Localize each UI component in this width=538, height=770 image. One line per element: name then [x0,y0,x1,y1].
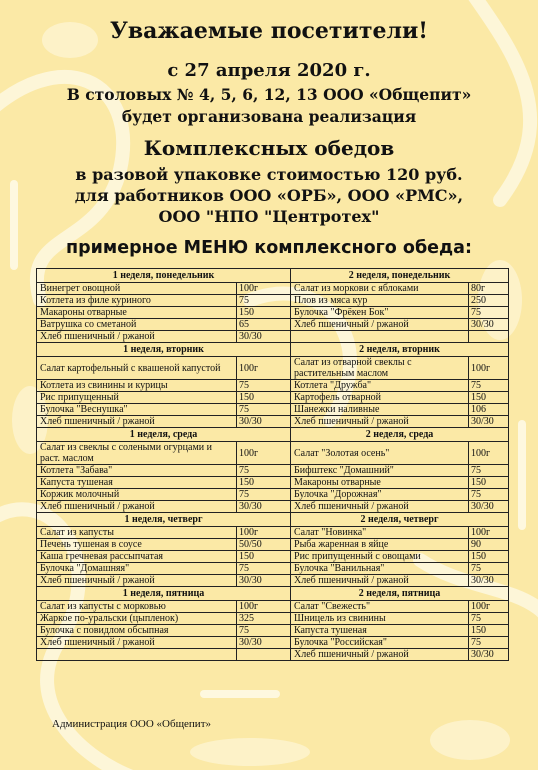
main-title: Комплексных обедов [143,136,395,160]
dish-portion: 75 [469,380,509,392]
dish-name: Винегрет овощной [37,283,237,295]
dish-portion: 325 [237,613,291,625]
dish-portion: 30/30 [469,575,509,587]
greeting-heading: Уважаемые посетители! [110,18,428,44]
day-header-row [37,513,509,527]
dish-name: Салат из свеклы с солеными огурцами и раст. маслом [37,442,237,465]
dish-portion: 80г [469,283,509,295]
dish-portion: 100г [237,357,291,380]
dish-name: Хлеб пшеничный / ржаной [37,575,237,587]
table-row [37,625,509,637]
dish-name: Шницель из свинины [291,613,469,625]
dish-name: Булочка "Дорожная" [291,489,469,501]
footer-signature: Администрация ООО «Общепит» [52,718,212,730]
dish-portion: 75 [237,465,291,477]
week2-day-title: 2 неделя, среда [291,428,509,442]
dish-name: Котлета "Забава" [37,465,237,477]
dish-portion: 100г [237,601,291,613]
dish-portion: 50/50 [237,539,291,551]
dish-name: Рыба жаренная в яйце [291,539,469,551]
dish-portion: 30/30 [237,416,291,428]
dish-portion: 30/30 [237,501,291,513]
table-row [37,380,509,392]
dish-name: Хлеб пшеничный / ржаной [291,501,469,513]
dish-name: Хлеб пшеничный / ржаной [37,416,237,428]
table-row [37,331,509,343]
table-row [37,442,509,465]
table-row [37,489,509,501]
dish-name: Булочка "Веснушка" [37,404,237,416]
dish-name: Салат из капусты [37,527,237,539]
dish-name: Рис припущенный с овощами [291,551,469,563]
dish-name: Салат из отварной свеклы с растительным маслом [291,357,469,380]
dish-portion: 75 [237,295,291,307]
dish-portion: 30/30 [469,416,509,428]
dish-portion: 75 [469,307,509,319]
dish-portion: 100г [237,283,291,295]
week1-day-title: 1 неделя, четверг [37,513,291,527]
dish-portion: 150 [237,551,291,563]
dish-name: Жаркое по-уральски (цыпленок) [37,613,237,625]
dish-name: Коржик молочный [37,489,237,501]
dish-portion: 30/30 [469,649,509,661]
dish-name [37,649,237,661]
dish-name: Булочка "Российская" [291,637,469,649]
dish-name: Хлеб пшеничный / ржаной [291,319,469,331]
dish-name: Хлеб пшеничный / ржаной [291,575,469,587]
table-row [37,392,509,404]
table-row [37,357,509,380]
dish-name [291,331,469,343]
week2-day-title: 2 неделя, понедельник [291,269,509,283]
table-row [37,465,509,477]
dish-portion: 30/30 [237,637,291,649]
table-row [37,477,509,489]
dish-portion: 75 [237,489,291,501]
dish-name: Плов из мяса кур [291,295,469,307]
dish-portion: 100г [469,357,509,380]
week1-day-title: 1 неделя, понедельник [37,269,291,283]
dish-name: Салат "Свежесть" [291,601,469,613]
organized-line: будет организована реализация [121,107,417,126]
week2-day-title: 2 неделя, вторник [291,343,509,357]
dish-portion: 75 [237,380,291,392]
week1-day-title: 1 неделя, пятница [37,587,291,601]
dish-portion: 75 [469,465,509,477]
dish-name: Макароны отварные [37,307,237,319]
table-row [37,319,509,331]
day-header-row [37,343,509,357]
dish-portion: 100г [469,527,509,539]
dish-name: Ватрушка со сметаной [37,319,237,331]
table-row [37,551,509,563]
menu-title: примерное МЕНЮ комплексного обеда: [66,238,472,258]
dish-portion [237,649,291,661]
table-row [37,307,509,319]
dish-name: Салат "Новинка" [291,527,469,539]
day-header-row [37,428,509,442]
dish-portion: 106 [469,404,509,416]
dish-name: Котлета "Дружба" [291,380,469,392]
dish-name: Капуста тушеная [37,477,237,489]
dish-name: Каша гречневая рассыпчатая [37,551,237,563]
table-row [37,649,509,661]
dish-portion: 150 [237,392,291,404]
dish-name: Булочка "Ванильная" [291,563,469,575]
dish-portion: 75 [237,404,291,416]
dish-name: Хлеб пшеничный / ржаной [291,649,469,661]
table-row [37,416,509,428]
day-header-row [37,587,509,601]
dish-portion: 100г [469,601,509,613]
menu-table-body [37,269,509,661]
dish-name: Шанежки наливные [291,404,469,416]
canteens-line: В столовых № 4, 5, 6, 12, 13 ООО «Общепит» [66,85,472,104]
menu-table [36,268,509,661]
dish-name: Бифштекс "Домашний" [291,465,469,477]
dish-portion: 100г [237,442,291,465]
dish-name: Хлеб пшеничный / ржаной [291,416,469,428]
dish-name: Салат из капусты с морковью [37,601,237,613]
dish-portion: 150 [469,551,509,563]
dish-portion: 30/30 [237,575,291,587]
table-row [37,601,509,613]
dish-name: Хлеб пшеничный / ржаной [37,331,237,343]
dish-portion: 75 [469,637,509,649]
table-row [37,295,509,307]
dish-name: Макароны отварные [291,477,469,489]
dish-name: Хлеб пшеничный / ржаной [37,501,237,513]
table-row [37,527,509,539]
dish-name: Салат картофельный с квашеной капустой [37,357,237,380]
dish-portion: 30/30 [469,319,509,331]
dish-portion: 150 [469,625,509,637]
table-row [37,575,509,587]
dish-portion: 75 [469,613,509,625]
workers-line-2: ООО "НПО "Центротех" [158,207,380,226]
dish-name: Булочка "Домашняя" [37,563,237,575]
table-row [37,563,509,575]
dish-name: Хлеб пшеничный / ржаной [37,637,237,649]
dish-portion: 250 [469,295,509,307]
dish-name: Котлета из филе куриного [37,295,237,307]
table-row [37,637,509,649]
dish-portion: 150 [237,307,291,319]
table-row [37,404,509,416]
dish-portion: 150 [469,392,509,404]
dish-portion: 75 [237,625,291,637]
price-line: в разовой упаковке стоимостью 120 руб. [75,165,463,184]
dish-portion: 75 [469,563,509,575]
dish-portion: 90 [469,539,509,551]
week1-day-title: 1 неделя, среда [37,428,291,442]
table-row [37,501,509,513]
dish-portion: 75 [237,563,291,575]
dish-name: Салат "Золотая осень" [291,442,469,465]
dish-portion: 30/30 [237,331,291,343]
table-row [37,539,509,551]
week2-day-title: 2 неделя, четверг [291,513,509,527]
dish-portion: 65 [237,319,291,331]
dish-name: Рис припущенный [37,392,237,404]
dish-portion: 30/30 [469,501,509,513]
dish-portion: 75 [469,489,509,501]
dish-portion: 150 [237,477,291,489]
dish-portion [469,331,509,343]
week1-day-title: 1 неделя, вторник [37,343,291,357]
dish-name: Булочка "Фрёкен Бок" [291,307,469,319]
start-date: с 27 апреля 2020 г. [167,60,371,81]
day-header-row [37,269,509,283]
dish-portion: 100г [469,442,509,465]
week2-day-title: 2 неделя, пятница [291,587,509,601]
dish-portion: 100г [237,527,291,539]
dish-name: Салат из моркови с яблоками [291,283,469,295]
table-row [37,613,509,625]
dish-name: Печень тушеная в соусе [37,539,237,551]
dish-name: Булочка с повидлом обсыпная [37,625,237,637]
dish-name: Котлета из свинины и курицы [37,380,237,392]
dish-name: Капуста тушеная [291,625,469,637]
dish-portion: 150 [469,477,509,489]
workers-line-1: для работников ООО «ОРБ», ООО «РМС», [74,186,464,205]
table-row [37,283,509,295]
dish-name: Картофель отварной [291,392,469,404]
